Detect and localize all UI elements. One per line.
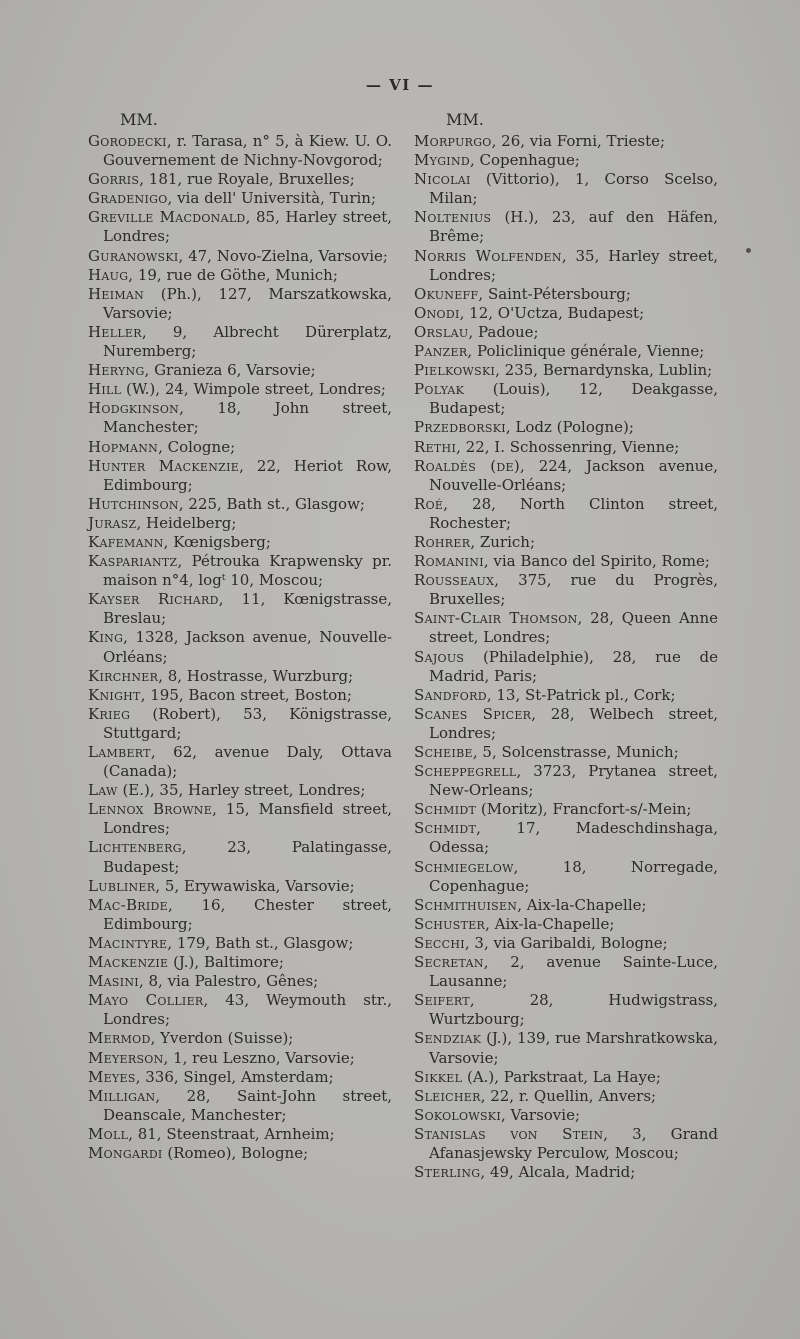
entry-name: Kafemann xyxy=(88,532,164,551)
directory-entry: Roé, 28, North Clinton street, Rochester; xyxy=(414,494,718,532)
directory-entry: Mac-Bride, 16, Chester street, Edimbourg; xyxy=(88,895,392,933)
entry-name: Romanini xyxy=(414,552,484,571)
entry-name: Scheibe xyxy=(414,743,473,761)
directory-columns xyxy=(0,94,800,1182)
entry-name: Schmiegelow xyxy=(414,857,514,876)
directory-entry: Hopmann, Cologne; xyxy=(88,437,236,456)
directory-entry: Sikkel (A.), Parkstraat, La Haye; xyxy=(414,1067,661,1086)
directory-entry: Mygind, Copenhague; xyxy=(414,151,580,170)
directory-entry: Law (E.), 35, Harley street, Londres; xyxy=(88,781,366,800)
entry-name: Przedborski xyxy=(414,418,506,437)
directory-entry: Lichtenberg, 23, Palatingasse, Budapest; xyxy=(88,838,392,876)
left-column xyxy=(88,110,392,1182)
entry-name: Meyes xyxy=(88,1067,136,1086)
entry-name: Mackenzie xyxy=(88,953,169,972)
directory-entry: Secretan, 2, avenue Sainte-Luce, Lausanne; xyxy=(414,953,718,991)
column-title: MM. xyxy=(446,110,484,129)
entry-name: Rousseaux xyxy=(414,571,495,590)
directory-entry: Schmithuisen, Aix-la-Chapelle; xyxy=(414,895,647,914)
entry-name: Mac-Bride xyxy=(88,895,168,914)
directory-entry: Hill (W.), 24, Wimpole street, Londres; xyxy=(88,380,386,399)
directory-entry: Noltenius (H.), 23, auf den Häfen, Brême; xyxy=(414,208,718,246)
entry-name: Kaspariantz xyxy=(88,552,178,571)
directory-entry: Seifert, 28, Hudwigstrass, Wurtzbourg; xyxy=(414,991,718,1029)
directory-entry: Stanislas von Stein, 3, Grand Afanasjewsky Perculow, Moscou; xyxy=(414,1124,718,1162)
print-artifact-dot xyxy=(746,248,751,253)
directory-entry: Secchi, 3, via Garibaldi, Bologne; xyxy=(414,933,668,952)
directory-entry: King, 1328, Jackson avenue, Nouvelle-Orléans; xyxy=(88,628,392,666)
entry-name: Saint-Clair Thomson xyxy=(414,609,578,628)
entry-name: Knight xyxy=(88,685,141,704)
entry-name: Haug xyxy=(88,265,129,284)
entry-name: Hill xyxy=(88,380,122,399)
directory-entry: Scanes Spicer, 28, Welbech street, Londres; xyxy=(414,704,718,742)
directory-entry: Milligan, 28, Saint-John street, Deanscale, Manchester; xyxy=(88,1086,392,1124)
entry-name: Panzer xyxy=(414,342,468,361)
directory-entry: Kirchner, 8, Hostrasse, Wurzburg; xyxy=(88,666,354,685)
entry-name: Mermod xyxy=(88,1029,151,1048)
directory-entry: Sandford, 13, St-Patrick pl., Cork; xyxy=(414,685,676,704)
entry-name: Meyerson xyxy=(88,1048,164,1067)
entry-name: Seifert xyxy=(414,991,470,1010)
entry-name: Guranowski xyxy=(88,246,179,265)
directory-entry: Mongardi (Romeo), Bologne; xyxy=(88,1143,309,1162)
directory-entry: Przedborski, Lodz (Pologne); xyxy=(414,418,634,437)
entry-name: Roé xyxy=(414,494,444,513)
entry-name: Jurasz xyxy=(88,513,137,532)
entry-name: Rohrer xyxy=(414,532,471,551)
entry-name: Nicolai xyxy=(414,170,471,189)
entry-name: Law xyxy=(88,781,118,800)
entry-name: Stanislas von Stein xyxy=(414,1124,604,1143)
entry-name: Gorodecki xyxy=(88,132,167,150)
directory-entry: Knight, 195, Bacon street, Boston; xyxy=(88,685,352,704)
entry-list xyxy=(88,132,392,1163)
entry-name: Mygind xyxy=(414,151,470,170)
directory-entry: Lubliner, 5, Erywawiska, Varsovie; xyxy=(88,876,355,895)
entry-name: Norris Wolfenden xyxy=(414,246,562,265)
entry-name: Scanes Spicer xyxy=(414,704,532,723)
directory-entry: Meyes, 336, Singel, Amsterdam; xyxy=(88,1067,334,1086)
directory-entry: Sterling, 49, Alcala, Madrid; xyxy=(414,1163,636,1182)
directory-entry: Pielkowski, 235, Bernardynska, Lublin; xyxy=(414,361,713,380)
directory-entry: Sokolowski, Varsovie; xyxy=(414,1105,581,1124)
directory-entry: Guranowski, 47, Novo-Zielna, Varsovie; xyxy=(88,246,388,265)
entry-name: Schmidt xyxy=(414,819,477,838)
directory-entry: Macintyre, 179, Bath st., Glasgow; xyxy=(88,933,354,952)
directory-entry: Masini, 8, via Palestro, Gênes; xyxy=(88,972,319,991)
entry-name: Mayo Collier xyxy=(88,991,204,1010)
directory-entry: Haug, 19, rue de Göthe, Munich; xyxy=(88,265,338,284)
directory-entry: Saint-Clair Thomson, 28, Queen Anne street, Londres; xyxy=(414,609,718,647)
directory-entry: Greville Macdonald, 85, Harley street, Londres; xyxy=(88,208,393,246)
directory-entry: Gorodecki, r. Tarasa, n° 5, à Kiew. U. O. Gouvernement de Nichny-Novgorod; xyxy=(88,132,392,170)
directory-entry: Rousseaux, 375, rue du Progrès, Bruxelles; xyxy=(414,571,718,609)
entry-name: Schmidt xyxy=(414,800,477,819)
entry-name: Milligan xyxy=(88,1086,156,1105)
entry-name: Okuneff xyxy=(414,284,479,303)
directory-entry: Moll, 81, Steenstraat, Arnheim; xyxy=(88,1124,335,1143)
entry-name: Polyak xyxy=(414,380,465,399)
right-column xyxy=(414,110,718,1182)
entry-name: Rethi xyxy=(414,437,457,456)
directory-entry: Gradenigo, via dell' Università, Turin; xyxy=(88,189,377,208)
entry-name: Heller xyxy=(88,322,142,341)
directory-entry: Onodi, 12, O'Uctza, Budapest; xyxy=(414,303,645,322)
directory-entry: Rethi, 22, I. Schossenring, Vienne; xyxy=(414,437,680,456)
entry-name: Kayser Richard xyxy=(88,590,219,609)
directory-entry: Lambert, 62, avenue Daly, Ottava (Canada); xyxy=(88,743,392,781)
entry-name: Hunter Mackenzie xyxy=(88,456,240,475)
entry-name: Lambert xyxy=(88,743,151,761)
entry-name: Schuster xyxy=(414,914,486,933)
entry-name: Greville Macdonald xyxy=(88,208,246,227)
entry-name: Masini xyxy=(88,972,139,991)
entry-name: Gradenigo xyxy=(88,189,168,208)
entry-name: Lichtenberg xyxy=(88,838,182,857)
directory-entry: Kafemann, Kœnigsberg; xyxy=(88,532,271,551)
directory-entry: Heryng, Granieza 6, Varsovie; xyxy=(88,361,316,380)
entry-name: Hopmann xyxy=(88,437,159,456)
directory-entry: Hunter Mackenzie, 22, Heriot Row, Edimbourg; xyxy=(88,456,392,494)
entry-name: Morpurgo xyxy=(414,132,492,150)
page-number: — VI — xyxy=(365,76,435,94)
entry-name: King xyxy=(88,628,124,647)
entry-name: Hutchinson xyxy=(88,494,179,513)
directory-entry: Panzer, Policlinique générale, Vienne; xyxy=(414,342,705,361)
entry-name: Moll xyxy=(88,1124,129,1143)
directory-entry: Schuster, Aix-la-Chapelle; xyxy=(414,914,615,933)
entry-name: Scheppegrell xyxy=(414,762,517,781)
entry-name: Macintyre xyxy=(88,933,168,952)
directory-entry: Hodgkinson, 18, John street, Manchester; xyxy=(88,399,392,437)
entry-name: Kirchner xyxy=(88,666,159,685)
directory-entry: Lennox Browne, 15, Mansfield street, Londres; xyxy=(88,800,392,838)
entry-name: Heryng xyxy=(88,361,145,380)
entry-name: Orslau xyxy=(414,322,469,341)
directory-entry: Schmidt (Moritz), Francfort-s/-Mein; xyxy=(414,800,692,819)
entry-name: Secchi xyxy=(414,933,465,952)
entry-name: Lubliner xyxy=(88,876,156,895)
directory-entry: Orslau, Padoue; xyxy=(414,322,539,341)
entry-name: Hodgkinson xyxy=(88,399,180,418)
entry-name: Secretan xyxy=(414,953,484,972)
directory-entry: Mackenzie (J.), Baltimore; xyxy=(88,953,284,972)
entry-name: Noltenius xyxy=(414,208,492,227)
directory-entry: Mayo Collier, 43, Weymouth str., Londres; xyxy=(88,991,392,1029)
directory-entry: Kayser Richard, 11, Kœnigstrasse, Breslau; xyxy=(88,590,393,628)
directory-entry: Krieg (Robert), 53, Königstrasse, Stuttgard; xyxy=(88,704,392,742)
entry-name: Sikkel xyxy=(414,1067,463,1086)
entry-name: Sokolowski xyxy=(414,1105,501,1124)
entry-name: Lennox Browne xyxy=(88,800,213,819)
entry-name: Sterling xyxy=(414,1163,481,1182)
entry-name: Sajous xyxy=(414,647,465,666)
directory-entry: Romanini, via Banco del Spirito, Rome; xyxy=(414,552,710,571)
entry-name: Krieg xyxy=(88,704,131,723)
directory-entry: Morpurgo, 26, via Forni, Trieste; xyxy=(414,132,666,150)
directory-entry: Schmidt, 17, Madeschdinshaga, Odessa; xyxy=(414,819,718,857)
directory-entry: Polyak (Louis), 12, Deakgasse, Budapest; xyxy=(414,380,718,418)
entry-name: Sleicher xyxy=(414,1086,481,1105)
directory-entry: Roaldès (de), 224, Jackson avenue, Nouvelle-Orléans; xyxy=(414,456,718,494)
directory-entry: Meyerson, 1, reu Leszno, Varsovie; xyxy=(88,1048,355,1067)
directory-entry: Jurasz, Heidelberg; xyxy=(88,513,237,532)
directory-entry: Heiman (Ph.), 127, Marszatkowska, Varsovie; xyxy=(88,284,392,322)
entry-list xyxy=(414,132,718,1182)
directory-entry: Scheppegrell, 3723, Prytanea street, New-Orleans; xyxy=(414,762,718,800)
column-title: MM. xyxy=(120,110,158,129)
directory-entry: Sajous (Philadelphie), 28, rue de Madrid, Paris; xyxy=(414,647,718,685)
directory-entry: Gorris, 181, rue Royale, Bruxelles; xyxy=(88,170,355,189)
entry-name: Mongardi xyxy=(88,1143,163,1162)
directory-entry: Sleicher, 22, r. Quellin, Anvers; xyxy=(414,1086,657,1105)
directory-entry: Sendziak (J.), 139, rue Marshratkowska, Varsovie; xyxy=(414,1029,719,1067)
directory-entry: Mermod, Yverdon (Suisse); xyxy=(88,1029,294,1048)
directory-entry: Kaspariantz, Pétrouka Krapwensky pr. maison n°4, logᵗ 10, Moscou; xyxy=(88,552,392,590)
entry-name: Heiman xyxy=(88,284,145,303)
directory-entry: Schmiegelow, 18, Norregade, Copenhague; xyxy=(414,857,718,895)
entry-name: Sandford xyxy=(414,685,487,704)
directory-entry: Rohrer, Zurich; xyxy=(414,532,536,551)
directory-entry: Scheibe, 5, Solcenstrasse, Munich; xyxy=(414,743,679,761)
entry-name: Roaldès (de) xyxy=(414,456,521,475)
directory-entry: Hutchinson, 225, Bath st., Glasgow; xyxy=(88,494,365,513)
directory-entry: Norris Wolfenden, 35, Harley street, Londres; xyxy=(414,246,718,284)
directory-entry: Okuneff, Saint-Pétersbourg; xyxy=(414,284,631,303)
directory-entry: Heller, 9, Albrecht Dürerplatz, Nuremberg; xyxy=(88,322,392,361)
entry-name: Sendziak xyxy=(414,1029,482,1048)
entry-name: Schmithuisen xyxy=(414,895,518,914)
directory-entry: Nicolai (Vittorio), 1, Corso Scelso, Milan; xyxy=(414,170,718,208)
entry-name: Gorris xyxy=(88,170,140,189)
entry-name: Onodi xyxy=(414,303,460,322)
entry-name: Pielkowski xyxy=(414,361,496,380)
